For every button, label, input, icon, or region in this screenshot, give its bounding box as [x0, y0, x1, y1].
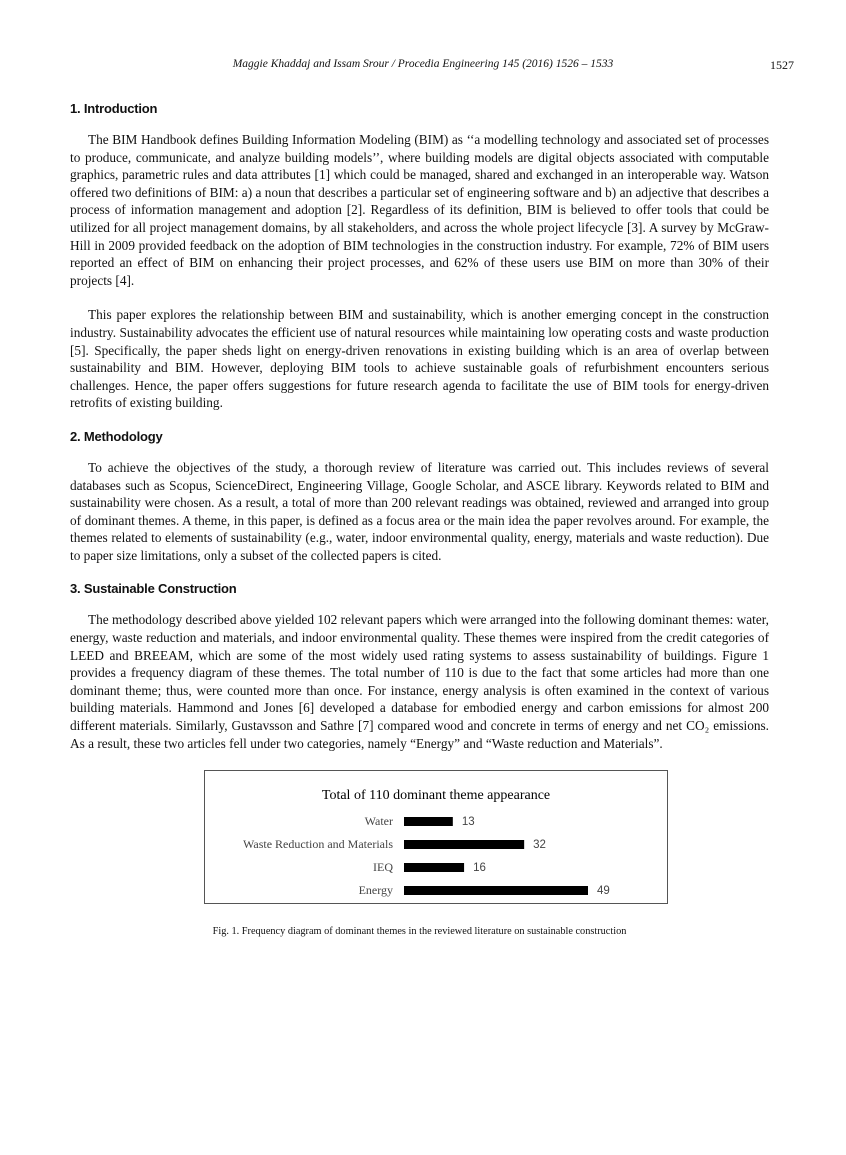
- article-body: [70, 101, 769, 937]
- section-heading-introduction: 1. Introduction: [70, 101, 158, 116]
- data-label-waste-reduction-and-materials: 32: [533, 839, 546, 852]
- running-title: Maggie Khaddaj and Issam Srour / Procedia Engineering 145 (2016) 1526 – 1533: [232, 58, 614, 70]
- intro-paragraph-2: This paper explores the relationship between BIM and sustainability, which is another emerging concept in the construction industry. Sustainability advocates the efficient use of natural resources while maintaining low operating costs and waste production [5]. Specifically, the paper sheds light on energy-driven renovations in existing building which is an area of overlap between sustainability and BIM. However, deploying BIM tools to achieve sustainable goals of refurbishment encounters serious challenges. Hence, the paper offers suggestions for future research agenda to facilitate the use of BIM tools for energy-driven retrofits of existing building.: [70, 307, 769, 411]
- category-label-energy: Energy: [358, 883, 393, 898]
- bar-energy: [404, 886, 588, 895]
- running-header: [0, 58, 846, 74]
- figure-1-frame: [204, 770, 668, 904]
- data-label-energy: 49: [597, 885, 610, 898]
- sustainable-construction-paragraph: The methodology described above yielded 102 relevant papers which were arranged into the following dominant themes: water, energy, waste reduction and materials, and indoor environmental quality. These themes were inspired from the credit categories of LEED and BREEAM, which are some of the most widely used rating systems to assess sustainability of buildings. Figure 1 provides a frequency diagram of these themes. The total number of 110 is due to the fact that some articles had more than one dominant theme; thus, were counted more than once. For instance, energy analysis is often examined in the context of various building materials. Hammond and Jones [6] developed a database for embodied energy and carbon emissions for almost 200 different materials. Similarly, Gustavsson and Sathre [7] compared wood and concrete in terms of energy and net CO₂ emissions. As a result, these two articles fell under two categories, namely “Energy” and “Waste reduction and Materials”.: [70, 612, 769, 751]
- bar-ieq: [404, 863, 464, 872]
- section-heading-sustainable-construction: 3. Sustainable Construction: [70, 581, 237, 597]
- category-label-waste-reduction-and-materials: Waste Reduction and Materials: [243, 837, 393, 852]
- intro-paragraph-1: The BIM Handbook defines Building Information Modeling (BIM) as ‘‘a modelling technology and associated set of processes to produce, communicate, and analyze building models’’, where building models are digital objects associated with computable graphics, parametric rules and data attributes [1] which could be managed, shared and exchanged in an interoperable way. Watson offered two definitions of BIM: a) a noun that describes a particular set of engineering software and b) an adjective that describes a process of information management and adoption [2]. Regardless of its definition, BIM is believed to offer tools that could be utilized for all project management domains, by all stakeholders, and across the whole project lifecycle [3]. A survey by McGraw-Hill in 2009 provided feedback on the adoption of BIM technologies in the construction industry. For example, 72% of BIM users reported an effect of BIM on enhancing their project processes, and 62% of these users use BIM on more than 30% of their projects [4].: [70, 132, 769, 288]
- figure-caption: Fig. 1. Frequency diagram of dominant themes in the reviewed literature on sustainable construction: [212, 926, 627, 938]
- methodology-paragraph: To achieve the objectives of the study, a thorough review of literature was carried out. This includes reviews of several databases such as Scopus, ScienceDirect, Engineering Village, Google Scholar, and ASCE library. Keywords related to BIM and sustainability were chosen. As a result, a total of more than 200 relevant readings was obtained, reviewed and arranged into group of dominant themes. A theme, in this paper, is defined as a focus area or the main idea the paper revolves around. For example, the themes related to elements of sustainability (e.g., water, indoor environmental quality, energy, materials and waste reduction). Due to paper size limitations, only a subset of the collected papers is cited.: [70, 459, 769, 563]
- bar-water: [404, 817, 453, 826]
- bar-chart: [205, 771, 667, 903]
- category-label-ieq: IEQ: [373, 860, 393, 875]
- chart-title: Total of 110 dominant theme appearance: [321, 788, 551, 804]
- section-heading-methodology: 2. Methodology: [70, 428, 163, 444]
- bar-waste-reduction-and-materials: [404, 840, 524, 849]
- category-label-water: Water: [364, 814, 393, 829]
- data-label-ieq: 16: [473, 862, 486, 875]
- page-number: 1527: [770, 58, 794, 72]
- data-label-water: 13: [461, 816, 475, 829]
